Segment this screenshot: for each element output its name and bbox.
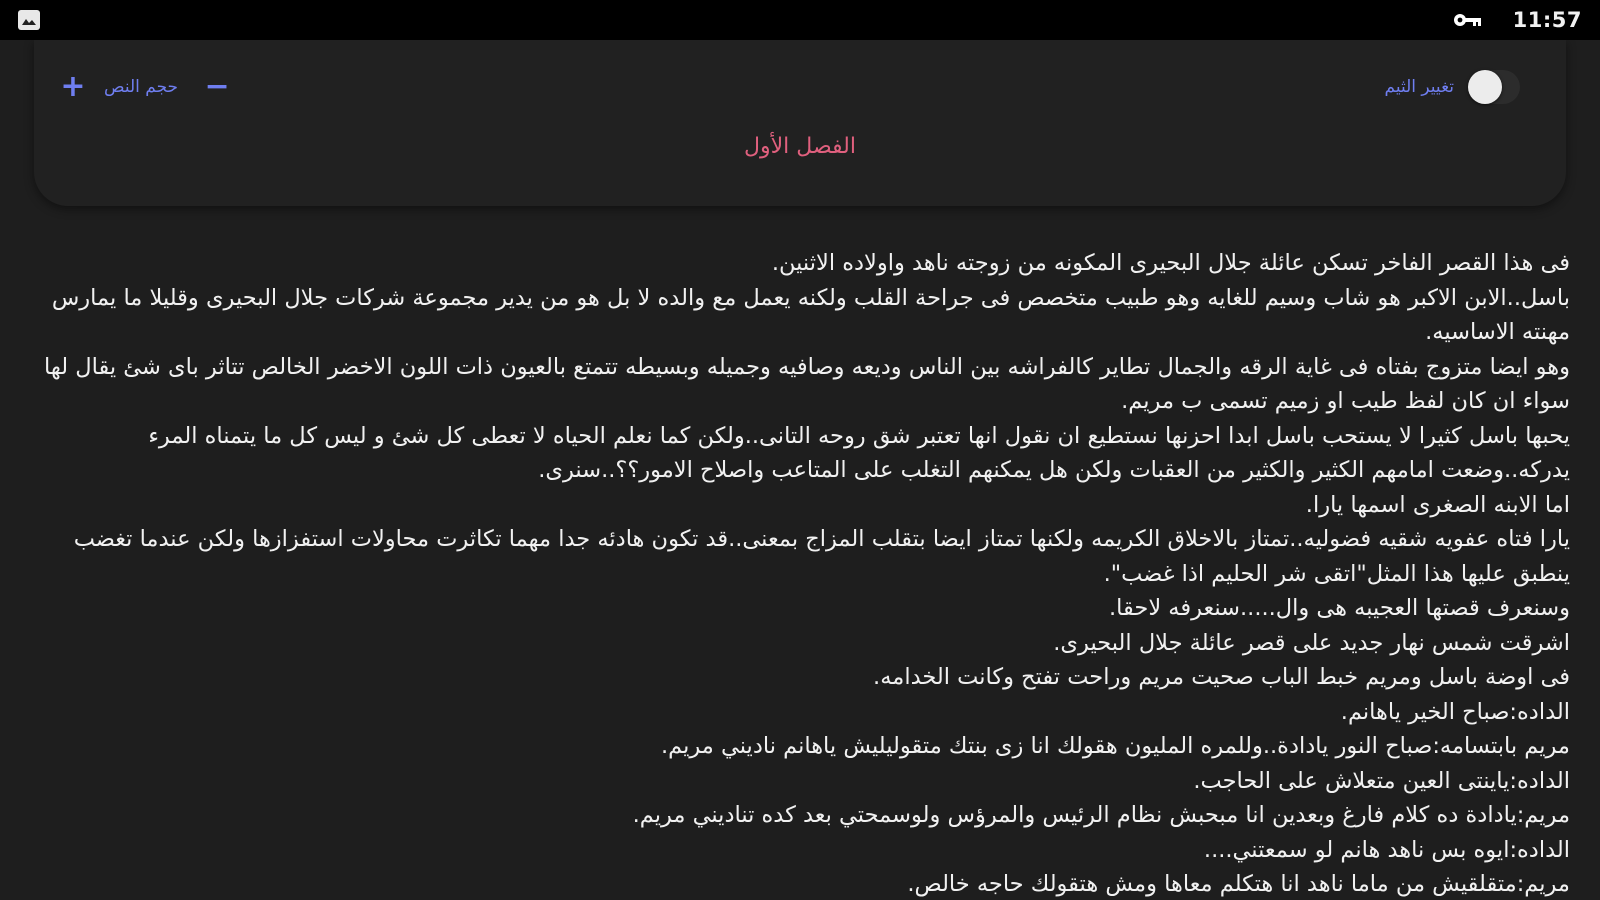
theme-toggle-thumb[interactable] xyxy=(1468,70,1502,104)
theme-label: تغيير الثيم xyxy=(1384,77,1454,97)
story-paragraph: مريم:متقلقيش من ماما ناهد انا هتكلم معاها ومش هتقولك حاجه خالص. xyxy=(907,871,1570,897)
theme-control xyxy=(1385,70,1520,104)
reader-toolbar xyxy=(34,40,1566,206)
story-paragraph: الداده:ياينتى العين متعلاش على الحاجب. xyxy=(1193,767,1570,794)
status-right xyxy=(1453,8,1582,32)
font-size-label: حجم النص xyxy=(104,77,179,97)
story-paragraph: وهو ايضا متزوج بفتاه فى غاية الرقه والجمال تطاير كالفراشه بين الناس وديعه وصافيه وجميله وبسيطه تتمتع بالعيون ذات اللون الاخضر الخالص تتاثر باى شئ يقال لها سواء ان كان لفظ طيب او زميم تسمى ب مريم. xyxy=(44,353,1570,414)
story-paragraph: اما الابنه الصغرى اسمها يارا. xyxy=(1305,491,1570,518)
theme-toggle[interactable] xyxy=(1468,70,1520,104)
story-paragraph: اشرقت شمس نهار جديد على قصر عائلة جلال البحيرى. xyxy=(1053,629,1570,656)
chapter-title: الفصل الأول xyxy=(744,134,856,159)
story-paragraph: مريم بابتسامه:صباح النور يادادة..وللمره المليون هقولك انا زى بنتك متقوليليش ياهانم ناديني مريم. xyxy=(661,733,1570,759)
story-paragraph: فى اوضة باسل ومريم خبط الباب صحيت مريم وراحت تفتح وكانت الخدامه. xyxy=(873,664,1570,690)
status-clock: 11:57 xyxy=(1512,8,1582,32)
increase-font-button[interactable]: + xyxy=(60,69,86,104)
status-left xyxy=(18,10,40,30)
story-paragraph: الداده:صباح الخير ياهانم. xyxy=(1340,698,1570,725)
story-paragraph: الداده:ايوه بس ناهد هانم لو سمعتني.... xyxy=(1203,836,1570,863)
story-paragraph: باسل..الابن الاكبر هو شاب وسيم للغايه وهو طبيب متخصص فى جراحة القلب ولكنه يعمل مع والده لا بل هو من يدير مجموعة شركات جلال البحيرى وقليلا ما يمارس مهنته الاساسيه. xyxy=(51,284,1570,345)
font-size-controls xyxy=(60,69,230,104)
story-paragraph: يحبها باسل كثيرا لا يستحب باسل ابدا احزنها نستطيع ان نقول انها تعتبر شق روحه التانى..ولكن كما نعلم الحياه لا تعطى كل شئ و ليس كل ما يتمناه المرء يدركه..وضعت امامهم الكثير والكثير من العقبات ولكن هل يمكنهم التغلب على المتاعب واصلاح الامور؟؟..سنرى. xyxy=(148,422,1570,483)
story-paragraph: فى هذا القصر الفاخر تسكن عائلة جلال البحيرى المكونه من زوجته ناهد واولاده الاثنين. xyxy=(771,250,1570,276)
status-bar xyxy=(0,0,1600,40)
image-icon xyxy=(18,10,40,30)
story-content[interactable] xyxy=(40,246,1570,900)
story-paragraph: مريم:يادادة ده كلام فارغ وبعدين انا مبحبش نظام الرئيس والمرؤس ولوسمحتي بعد كده تناديني مريم. xyxy=(632,802,1570,828)
story-paragraph: وسنعرف قصتها العجيبه هى وال.....سنعرفه لاحقا. xyxy=(1109,595,1570,621)
key-icon xyxy=(1453,12,1483,28)
story-paragraph: يارا فتاه عفويه شقيه فضوليه..تمتاز بالاخلاق الكريمه ولكنها تمتاز ايضا بتقلب المزاج بمعنى..قد تكون هادئه جدا مهما تكاثرت محاولات استفزازها ولكن عندما تغضب ينطبق عليها هذا المثل"اتقى شر الحليم اذا غضب". xyxy=(73,526,1570,587)
decrease-font-button[interactable]: − xyxy=(204,69,230,104)
